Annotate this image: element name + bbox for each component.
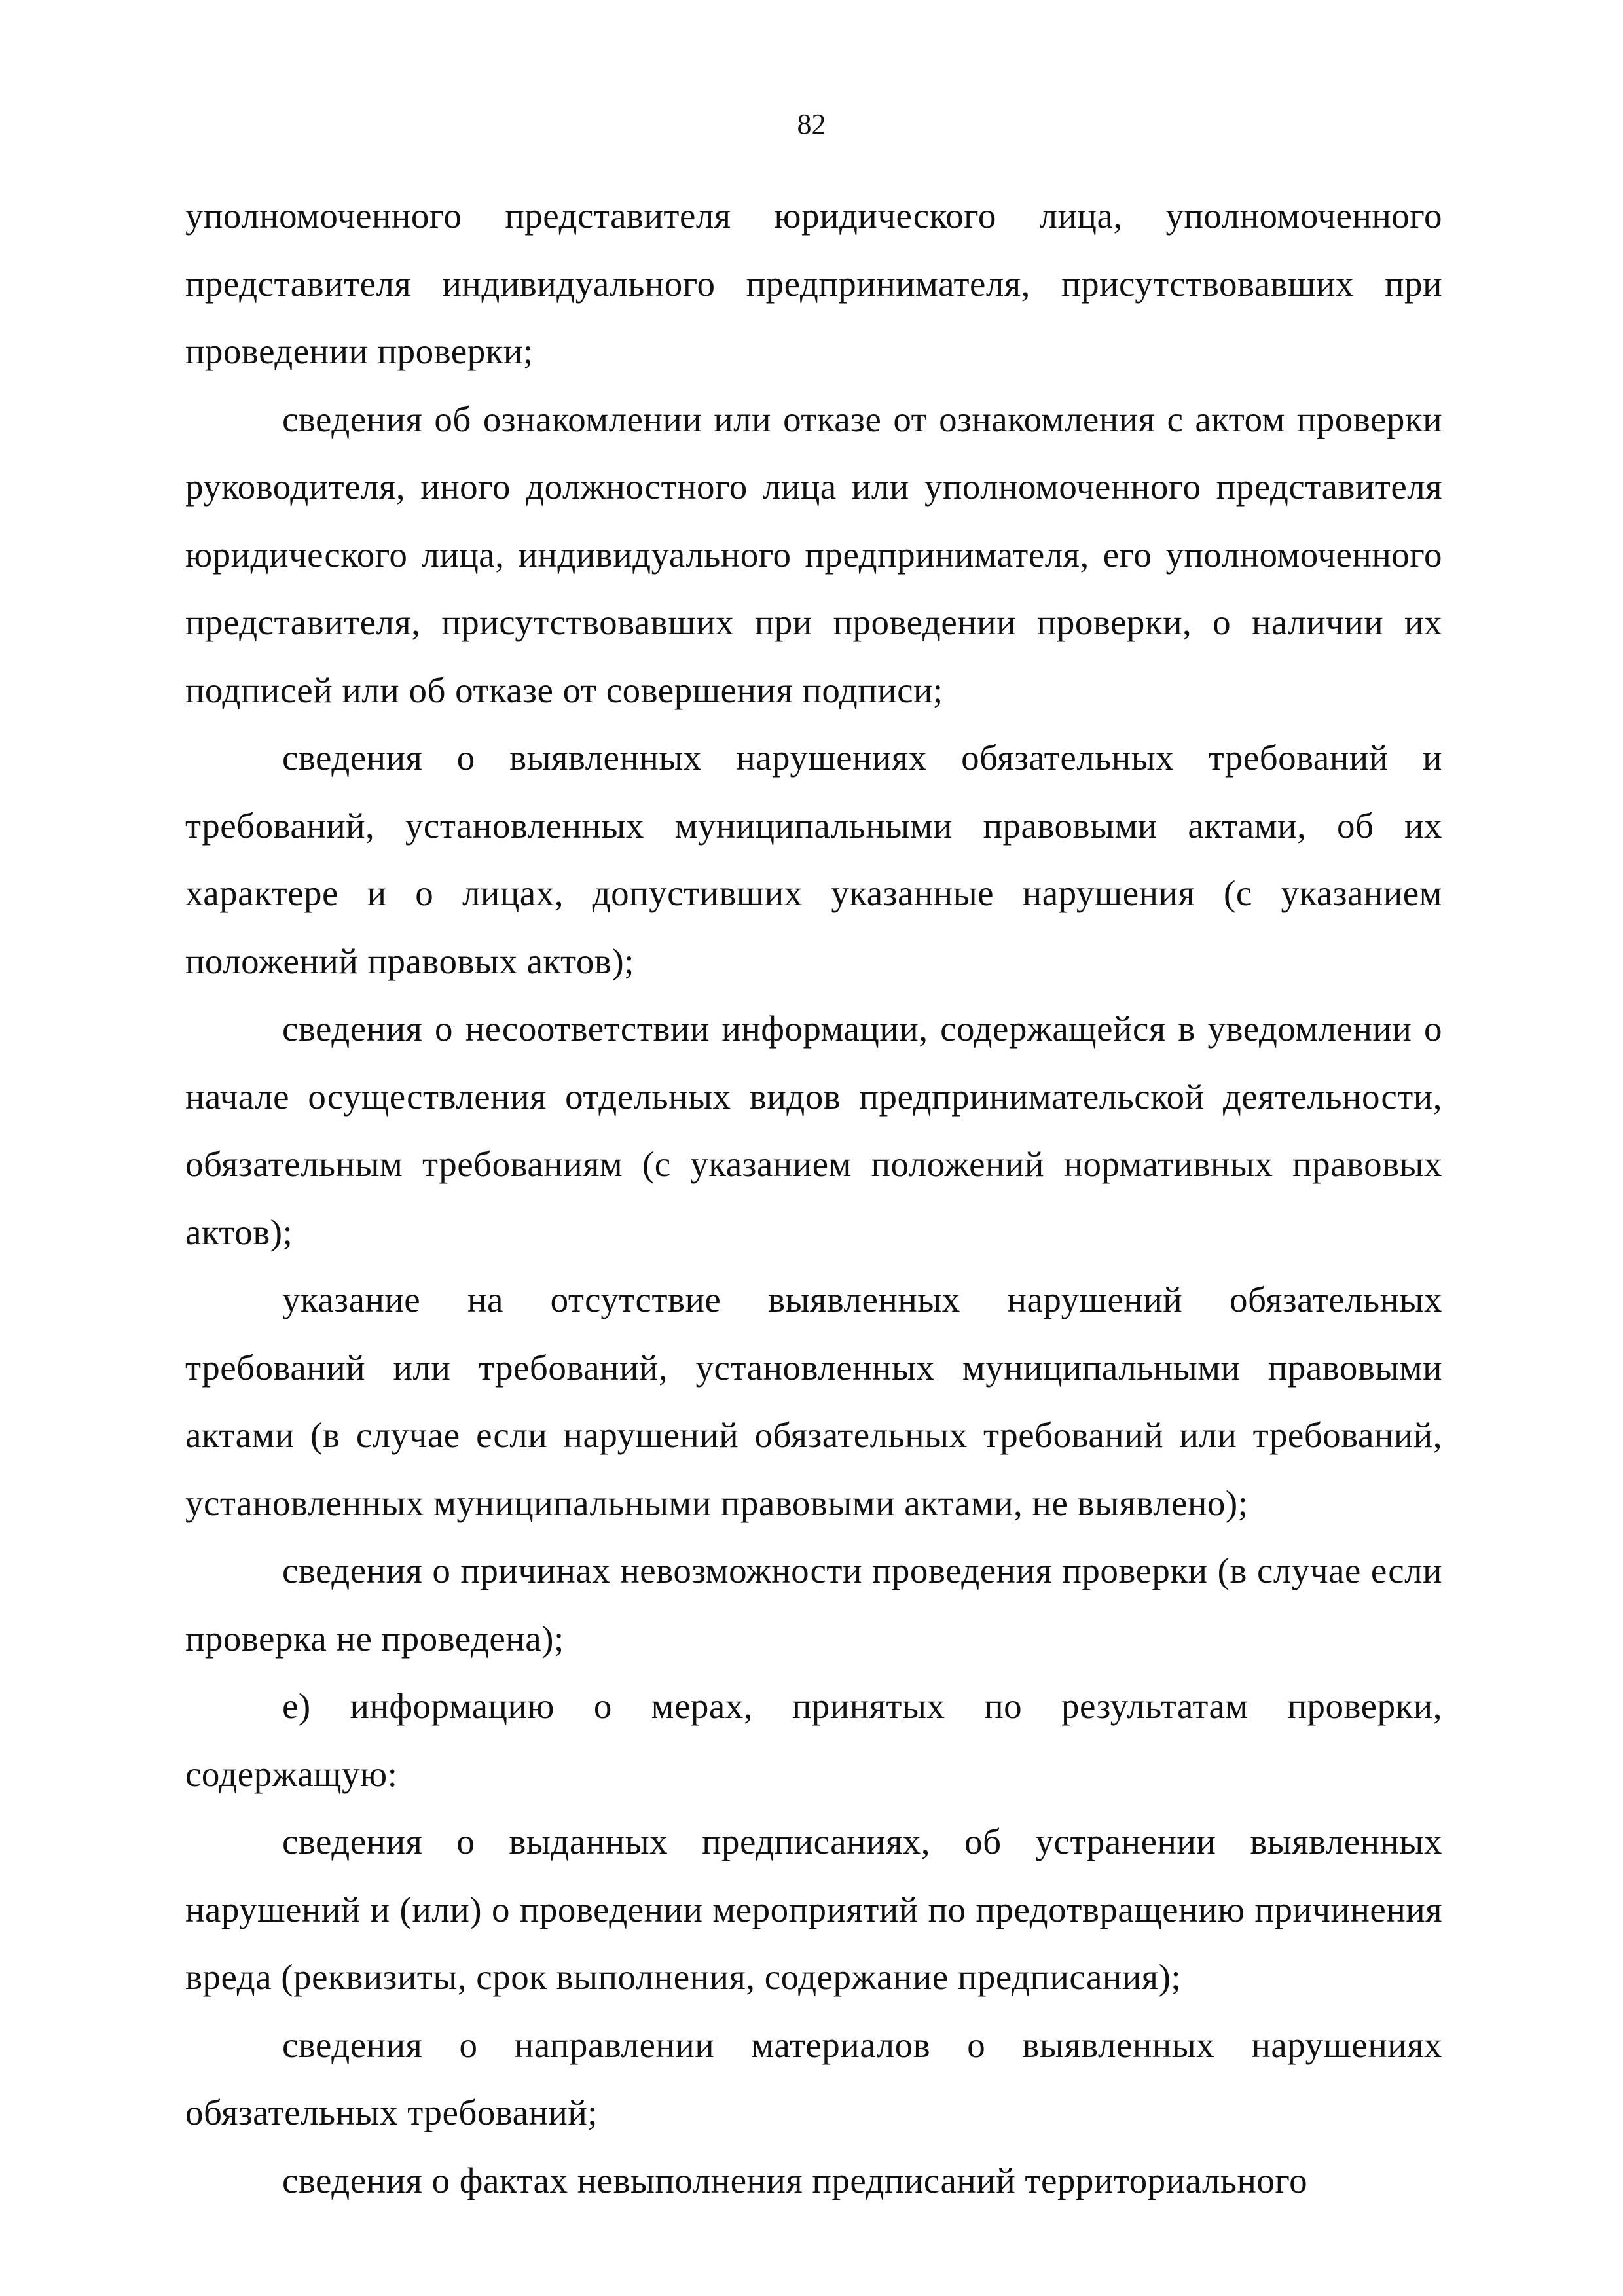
paragraph: е) информацию о мерах, принятых по результатам проверки, содержащую: <box>185 1686 1442 1794</box>
document-body <box>185 182 1442 2214</box>
paragraph: указание на отсутствие выявленных нарушений обязательных требований или требований, установленных муниципальными правовыми актами (в случае если нарушений обязательных требований или требований, установленных муниципальными правовыми актами, не выявлено); <box>185 1280 1442 1523</box>
paragraph: уполномоченного представителя юридического лица, уполномоченного представителя индивидуального предпринимателя, присутствовавших при проведении проверки; <box>185 196 1442 371</box>
paragraph: сведения о несоответствии информации, содержащейся в уведомлении о начале осуществления отдельных видов предпринимательской деятельности, обязательным требованиям (с указанием положений нормативных правовых актов); <box>185 1009 1442 1252</box>
paragraph: сведения об ознакомлении или отказе от ознакомления с актом проверки руководителя, иного должностного лица или уполномоченного представителя юридического лица, индивидуального предпринимателя, его уполномоченного представителя, присутствовавших при проведении проверки, о наличии их подписей или об отказе от совершения подписи; <box>185 399 1442 710</box>
paragraph: сведения о направлении материалов о выявленных нарушениях обязательных требований; <box>185 2024 1442 2132</box>
paragraph: сведения о выявленных нарушениях обязательных требований и требований, установленных муниципальными правовыми актами, об их характере и о лицах, допустивших указанные нарушения (с указанием положений правовых актов); <box>185 738 1442 981</box>
page-number: 82 <box>797 108 826 140</box>
paragraph: сведения о причинах невозможности проведения проверки (в случае если проверка не проведена); <box>185 1551 1442 1659</box>
paragraph: сведения о выданных предписаниях, об устранении выявленных нарушений и (или) о проведении мероприятий по предотвращению причинения вреда (реквизиты, срок выполнения, содержание предписания); <box>185 1821 1442 1997</box>
paragraph: сведения о фактах невыполнения предписаний территориального <box>282 2160 1308 2200</box>
